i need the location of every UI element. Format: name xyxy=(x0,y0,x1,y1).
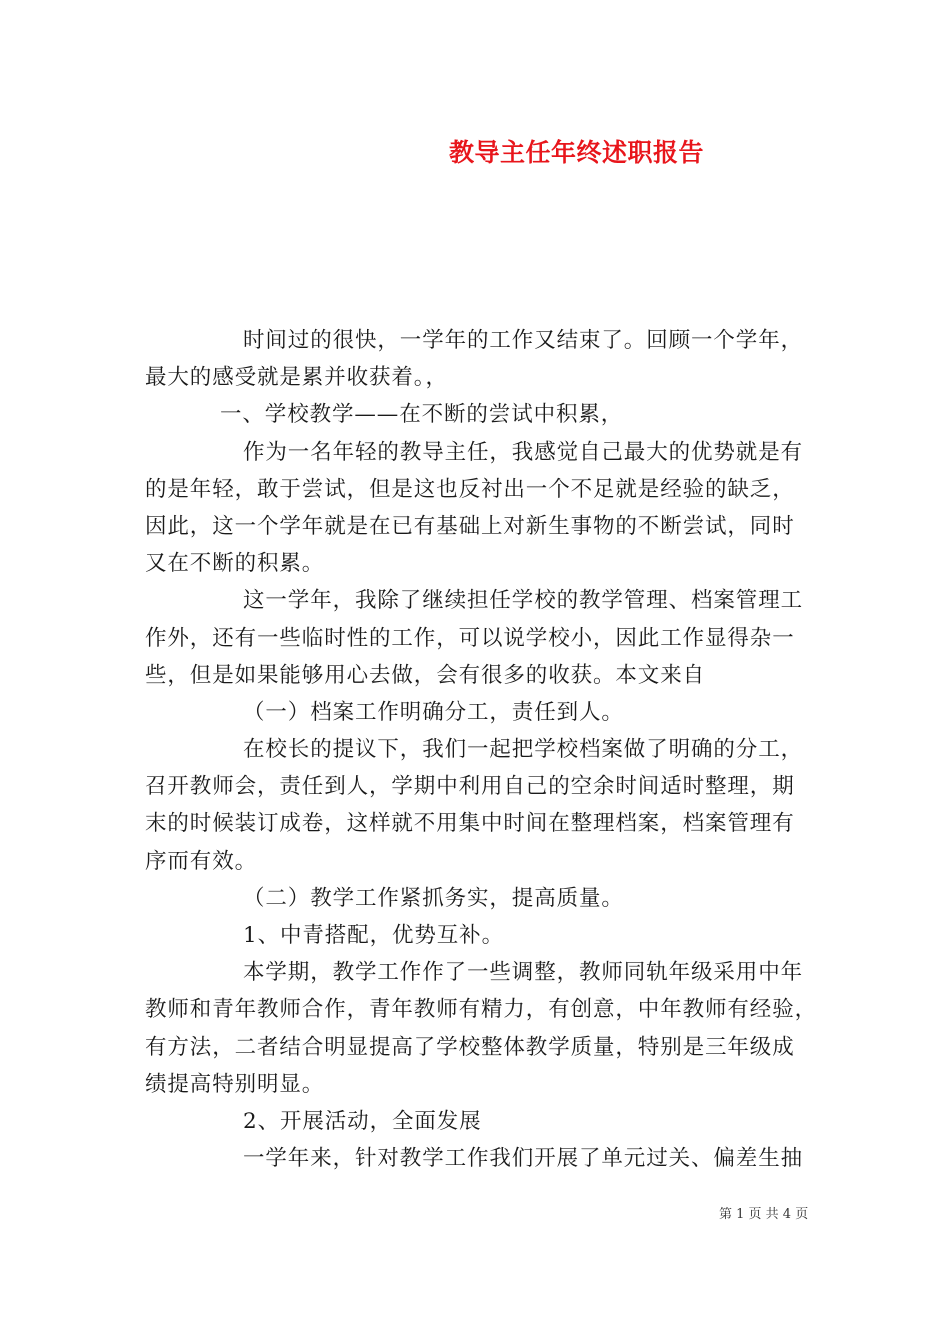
paragraph-line: 有方法，二者结合明显提高了学校整体教学质量，特别是三年级成 xyxy=(145,1034,795,1060)
paragraph-line: 序而有效。 xyxy=(145,848,258,874)
paragraph-line: 作外，还有一些临时性的工作，可以说学校小，因此工作显得杂一 xyxy=(145,625,795,651)
paragraph-line: 又在不断的积累。 xyxy=(145,551,325,577)
numbered-heading: 2、开展活动，全面发展 xyxy=(243,1108,482,1134)
paragraph-line: 在校长的提议下，我们一起把学校档案做了明确的分工， xyxy=(243,737,804,763)
paragraph-line: 本学期，教学工作作了一些调整，教师同轨年级采用中年 xyxy=(243,960,804,986)
document-body xyxy=(145,322,835,1177)
paragraph-line: 因此，这一个学年就是在已有基础上对新生事物的不断尝试，同时 xyxy=(145,513,795,539)
paragraph-line: 这一学年，我除了继续担任学校的教学管理、档案管理工 xyxy=(243,588,804,614)
paragraph-line: 教师和青年教师合作，青年教师有精力，有创意，中年教师有经验， xyxy=(145,997,818,1023)
page-number-footer: 第 1 页 共 4 页 xyxy=(719,1207,809,1222)
paragraph-line: 末的时候装订成卷，这样就不用集中时间在整理档案，档案管理有 xyxy=(145,811,795,837)
paragraph-line: 最大的感受就是累并收获着。， xyxy=(145,365,448,391)
paragraph-line: 时间过的很快，一学年的工作又结束了。回顾一个学年， xyxy=(243,328,804,353)
subsection-heading: （一）档案工作明确分工，责任到人。 xyxy=(243,699,624,725)
paragraph-line: 召开教师会，责任到人，学期中利用自己的空余时间适时整理，期 xyxy=(145,774,795,800)
document-title: 教导主任年终述职报告 xyxy=(449,138,705,167)
numbered-heading: 1、中青搭配，优势互补。 xyxy=(243,923,504,948)
paragraph-line: 些，但是如果能够用心去做，会有很多的收获。本文来自 xyxy=(145,662,706,688)
subsection-heading: （二）教学工作紧抓务实，提高质量。 xyxy=(243,885,624,911)
paragraph-line: 的是年轻，敢于尝试，但是这也反衬出一个不足就是经验的缺乏， xyxy=(145,476,795,502)
paragraph-line: 一学年来，针对教学工作我们开展了单元过关、偏差生抽 xyxy=(243,1146,804,1172)
section-heading: 一、学校教学——在不断的尝试中积累， xyxy=(220,402,624,428)
paragraph-line: 绩提高特别明显。 xyxy=(145,1071,325,1097)
paragraph-line: 作为一名年轻的教导主任，我感觉自己最大的优势就是有 xyxy=(243,439,804,465)
